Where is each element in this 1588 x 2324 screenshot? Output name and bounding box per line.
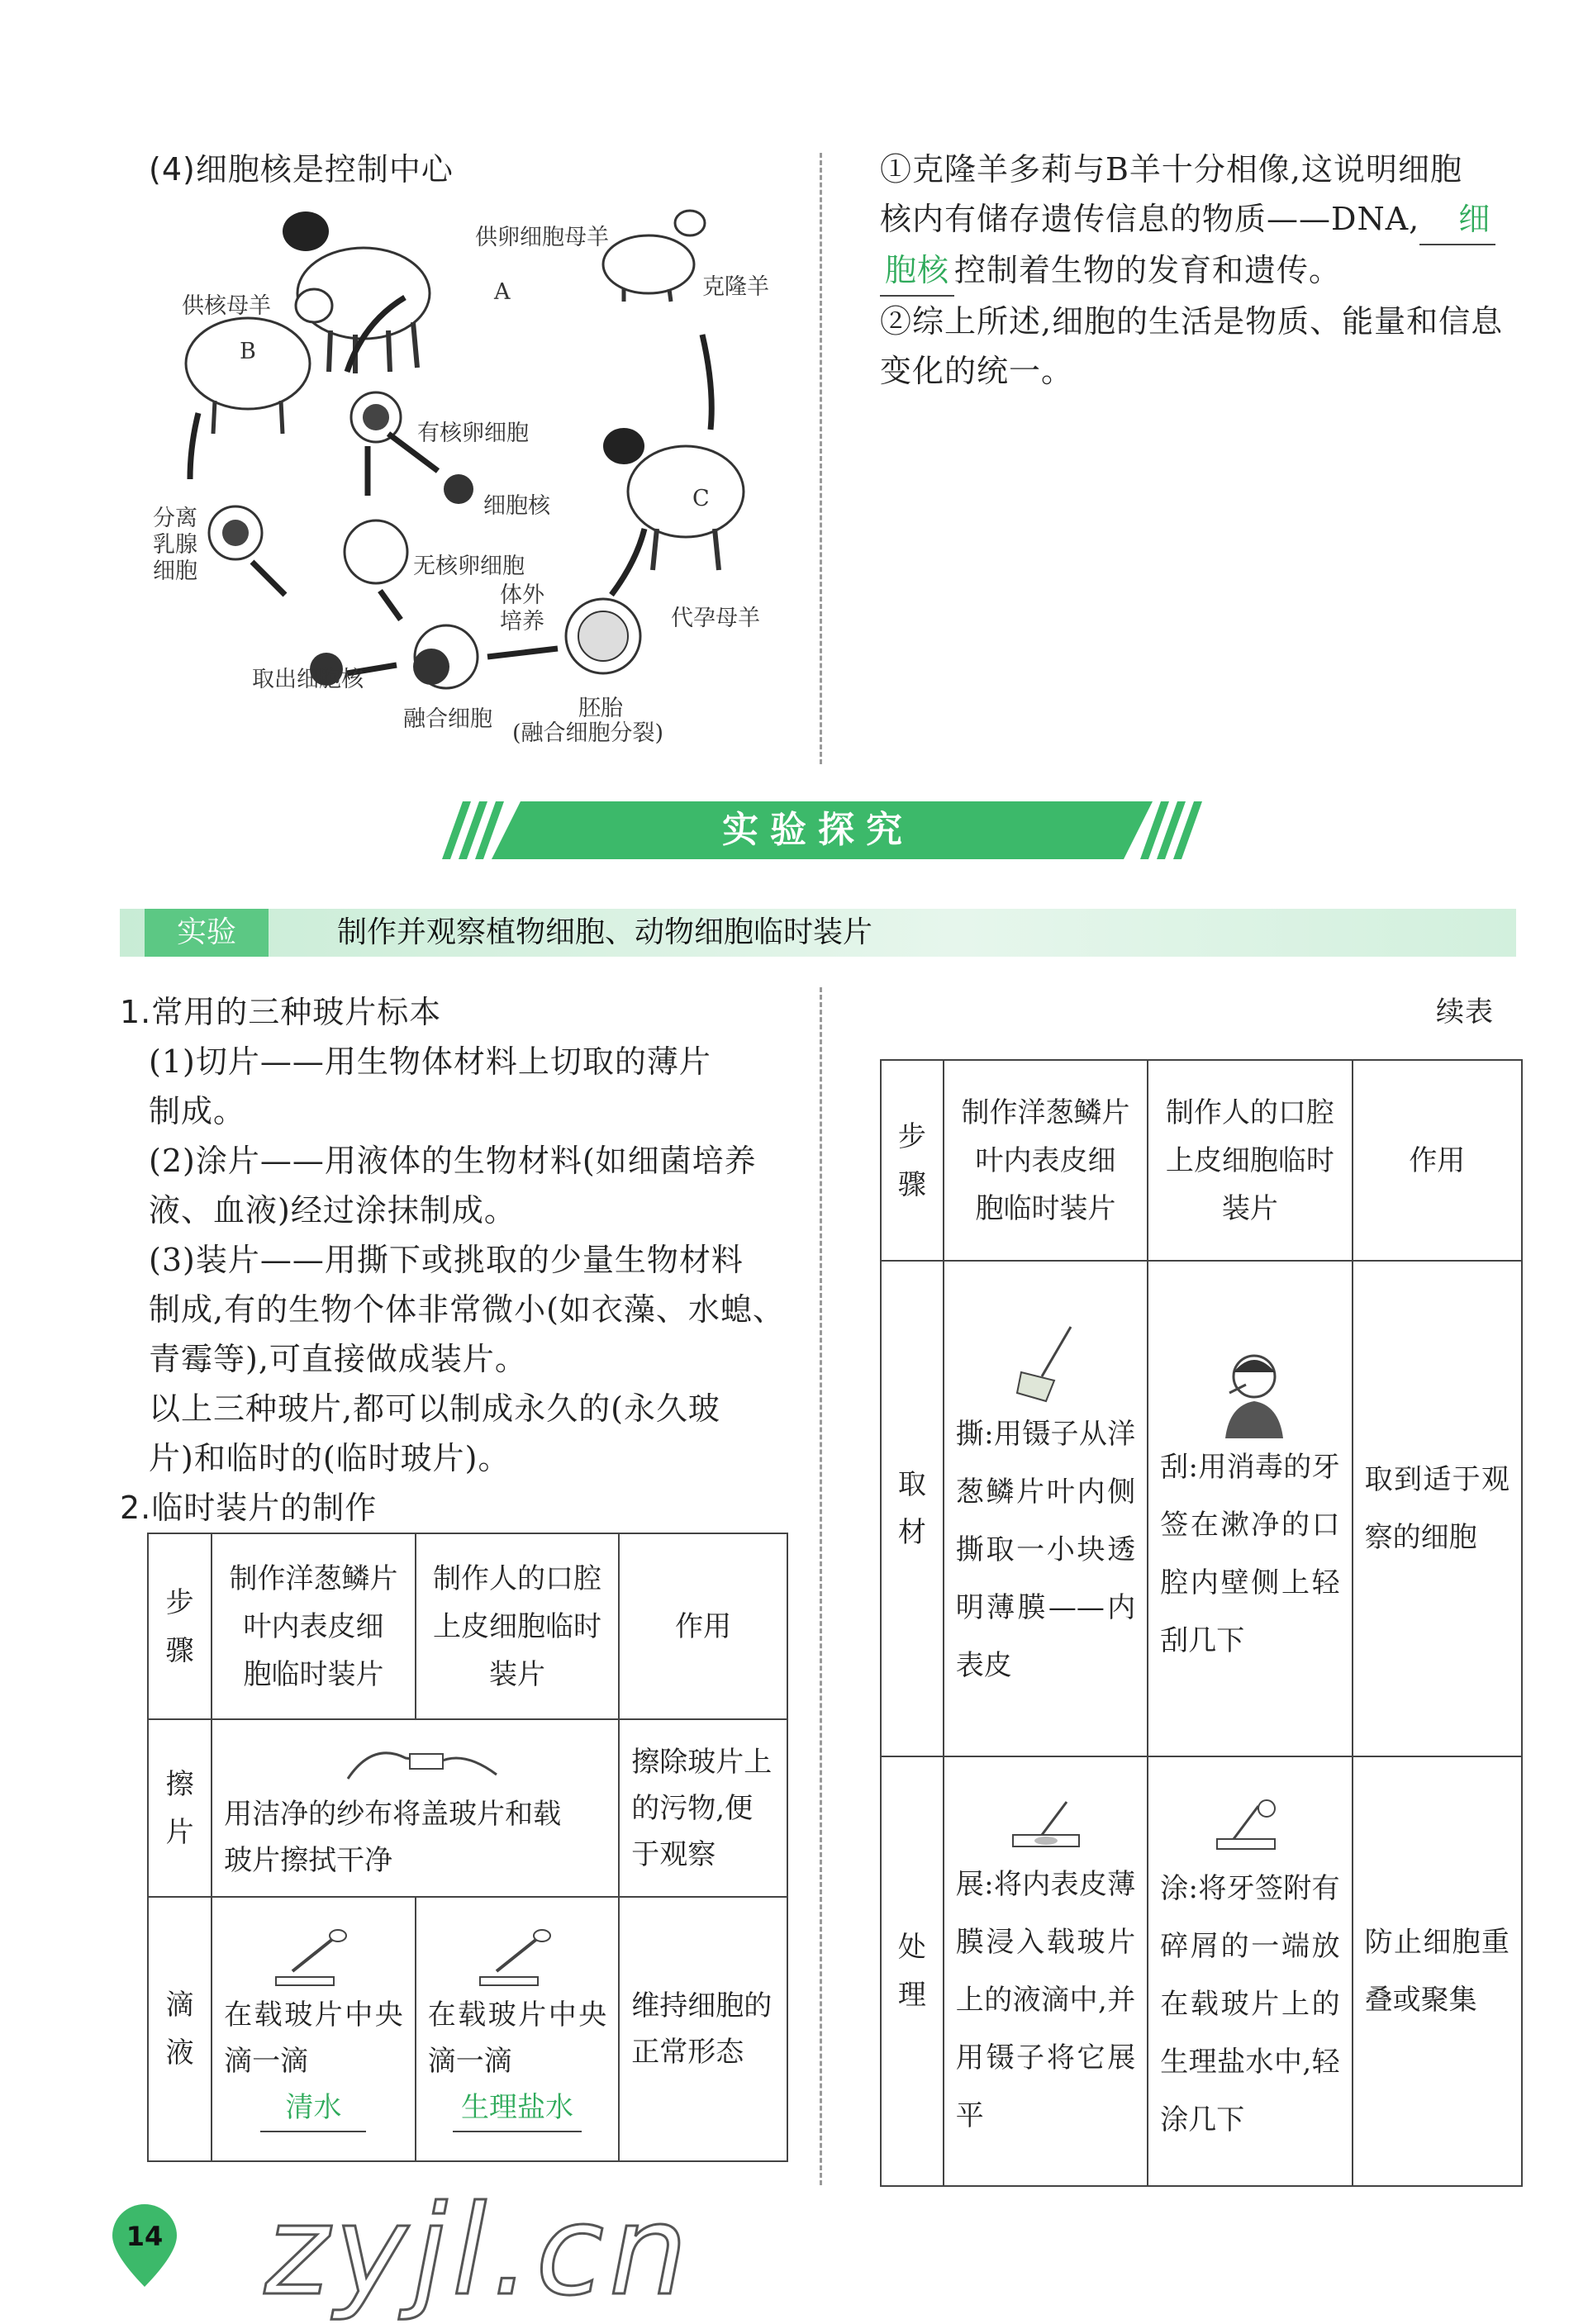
header-cheek: 制作人的口腔 上皮细胞临时 装片 bbox=[416, 1533, 620, 1719]
section-heading: (4)细胞核是控制中心 bbox=[149, 151, 454, 188]
hands-wiping-illustration bbox=[340, 1733, 505, 1791]
para-3c: 青霉等),可直接做成装片。 bbox=[149, 1341, 527, 1377]
answer-blank-1: 细 bbox=[1419, 194, 1495, 245]
column-divider-bottom bbox=[820, 987, 822, 2185]
process-cheek: 涂:将牙签附有碎屑的一端放在载玻片上的生理盐水中,轻涂几下 bbox=[1148, 1756, 1352, 2186]
para-4b: 片)和临时的(临时玻片)。 bbox=[149, 1440, 511, 1476]
slide-tweezers-illustration bbox=[1005, 1798, 1087, 1856]
label-take-nucleus: 取出细胞核 bbox=[252, 667, 364, 692]
drop-onion: 在载玻片中央滴一滴 清水 bbox=[212, 1897, 416, 2161]
section-banner-title: 实验探究 bbox=[722, 809, 914, 851]
table-row bbox=[148, 1719, 787, 1897]
header-step-2: 步骤 bbox=[881, 1060, 944, 1261]
dropper-illustration bbox=[268, 1926, 359, 1992]
slide-types bbox=[120, 987, 797, 1533]
obtain-cheek: 刮:用消毒的牙签在漱净的口腔内壁侧上轻刮几下 bbox=[1148, 1261, 1352, 1756]
table-continued-caption: 续表 bbox=[1436, 996, 1494, 1029]
column-divider-top bbox=[820, 153, 822, 764]
tweezers-onion-illustration bbox=[1009, 1323, 1083, 1405]
dropper-illustration-2 bbox=[472, 1926, 563, 1992]
toothpick-slide-illustration bbox=[1209, 1794, 1291, 1860]
answer-blank-2: 胞核 bbox=[880, 245, 954, 297]
procedure-table-1 bbox=[147, 1533, 788, 2162]
step-wipe: 擦片 bbox=[148, 1719, 212, 1897]
label-embryo: 胚胎 bbox=[578, 696, 623, 721]
point-1 bbox=[880, 145, 1524, 396]
step-obtain: 取材 bbox=[881, 1261, 944, 1756]
point-2-line-1: ②综上所述,细胞的生活是物质、能量和信息 bbox=[880, 303, 1504, 340]
table-row bbox=[148, 1897, 787, 2161]
label-embryo-note: (融合细胞分裂) bbox=[512, 720, 664, 746]
clone-sheep-figure bbox=[603, 211, 705, 302]
header-onion: 制作洋葱鳞片 叶内表皮细 胞临时装片 bbox=[212, 1533, 416, 1719]
header-onion-2: 制作洋葱鳞片 叶内表皮细 胞临时装片 bbox=[944, 1060, 1148, 1261]
label-fused-cell: 融合细胞 bbox=[403, 706, 492, 732]
answer-blank-saline: 生理盐水 bbox=[453, 2084, 582, 2132]
para-2b: 液、血液)经过涂抹制成。 bbox=[149, 1192, 516, 1229]
sheep-c-figure bbox=[603, 428, 744, 570]
experiment-title: 制作并观察植物细胞、动物细胞临时装片 bbox=[337, 915, 873, 949]
label-sheep-b: B bbox=[240, 339, 256, 364]
header-cheek-2: 制作人的口腔 上皮细胞临时 装片 bbox=[1148, 1060, 1352, 1261]
person-scraping-illustration bbox=[1209, 1347, 1291, 1438]
header-step: 步骤 bbox=[148, 1533, 212, 1719]
label-clone: 克隆羊 bbox=[702, 274, 769, 300]
label-enucleated-egg: 无核卵细胞 bbox=[413, 554, 525, 579]
para-1a: (1)切片——用生物体材料上切取的薄片 bbox=[149, 1043, 711, 1080]
header-function-2: 作用 bbox=[1353, 1060, 1522, 1261]
process-function: 防止细胞重叠或聚集 bbox=[1353, 1756, 1522, 2186]
obtain-onion: 撕:用镊子从洋葱鳞片叶内侧撕取一小块透明薄膜——内表皮 bbox=[944, 1261, 1148, 1756]
para-3a: (3)装片——用撕下或挑取的少量生物材料 bbox=[149, 1242, 744, 1278]
watermark-text: zyjl.cn bbox=[264, 2179, 693, 2323]
label-in-vitro: 体外培养 bbox=[500, 582, 544, 634]
table-row bbox=[881, 1261, 1522, 1756]
point-1-line-2: 核内有储存遗传信息的物质——DNA, bbox=[880, 201, 1420, 237]
point-1-line-3: 控制着生物的发育和遗传。 bbox=[954, 252, 1342, 288]
step-drop: 滴液 bbox=[148, 1897, 212, 2161]
drop-function: 维持细胞的正常形态 bbox=[619, 1897, 787, 2161]
experiment-tag: 实验 bbox=[145, 909, 269, 957]
drop-cheek: 在载玻片中央滴一滴 生理盐水 bbox=[416, 1897, 620, 2161]
point-2-line-2: 变化的统一。 bbox=[880, 353, 1074, 389]
label-nucleus: 细胞核 bbox=[483, 493, 550, 519]
para-3b: 制成,有的生物个体非常微小(如衣藻、水螅、 bbox=[149, 1291, 785, 1328]
label-nucleus-donor: 供核母羊 bbox=[182, 293, 271, 319]
heading-slide-types: 1.常用的三种玻片标本 bbox=[120, 994, 442, 1030]
table-row bbox=[881, 1756, 1522, 2186]
page-number: 14 bbox=[126, 2221, 164, 2252]
table-row bbox=[148, 1533, 787, 1719]
para-2a: (2)涂片——用液体的生物材料(如细菌培养 bbox=[149, 1143, 757, 1179]
obtain-function: 取到适于观察的细胞 bbox=[1353, 1261, 1522, 1756]
process-onion: 展:将内表皮薄膜浸入载玻片上的液滴中,并用镊子将它展平 bbox=[944, 1756, 1148, 2186]
para-4a: 以上三种玻片,都可以制成永久的(永久玻 bbox=[149, 1390, 720, 1427]
heading-temp-slides: 2.临时装片的制作 bbox=[120, 1490, 378, 1526]
label-egg-donor: 供卵细胞母羊 bbox=[475, 225, 609, 250]
para-1b: 制成。 bbox=[149, 1093, 246, 1129]
label-sheep-a: A bbox=[494, 279, 511, 305]
answer-blank-water: 清水 bbox=[260, 2084, 366, 2132]
step-process: 处理 bbox=[881, 1756, 944, 2186]
label-sheep-c: C bbox=[692, 486, 710, 511]
label-surrogate: 代孕母羊 bbox=[671, 606, 760, 631]
table-row bbox=[881, 1060, 1522, 1261]
header-function: 作用 bbox=[619, 1533, 787, 1719]
point-1-line-1: ①克隆羊多莉与B羊十分相像,这说明细胞 bbox=[880, 151, 1463, 188]
procedure-table-2 bbox=[880, 1059, 1523, 2187]
label-nucleated-egg: 有核卵细胞 bbox=[417, 421, 529, 446]
label-separate-cell: 分离乳腺细胞 bbox=[153, 506, 197, 584]
wipe-description: 用洁净的纱布将盖玻片和载 玻片擦拭干净 bbox=[212, 1719, 619, 1897]
wipe-function: 擦除玻片上的污物,便于观察 bbox=[619, 1719, 787, 1897]
cloning-diagram bbox=[140, 198, 793, 768]
